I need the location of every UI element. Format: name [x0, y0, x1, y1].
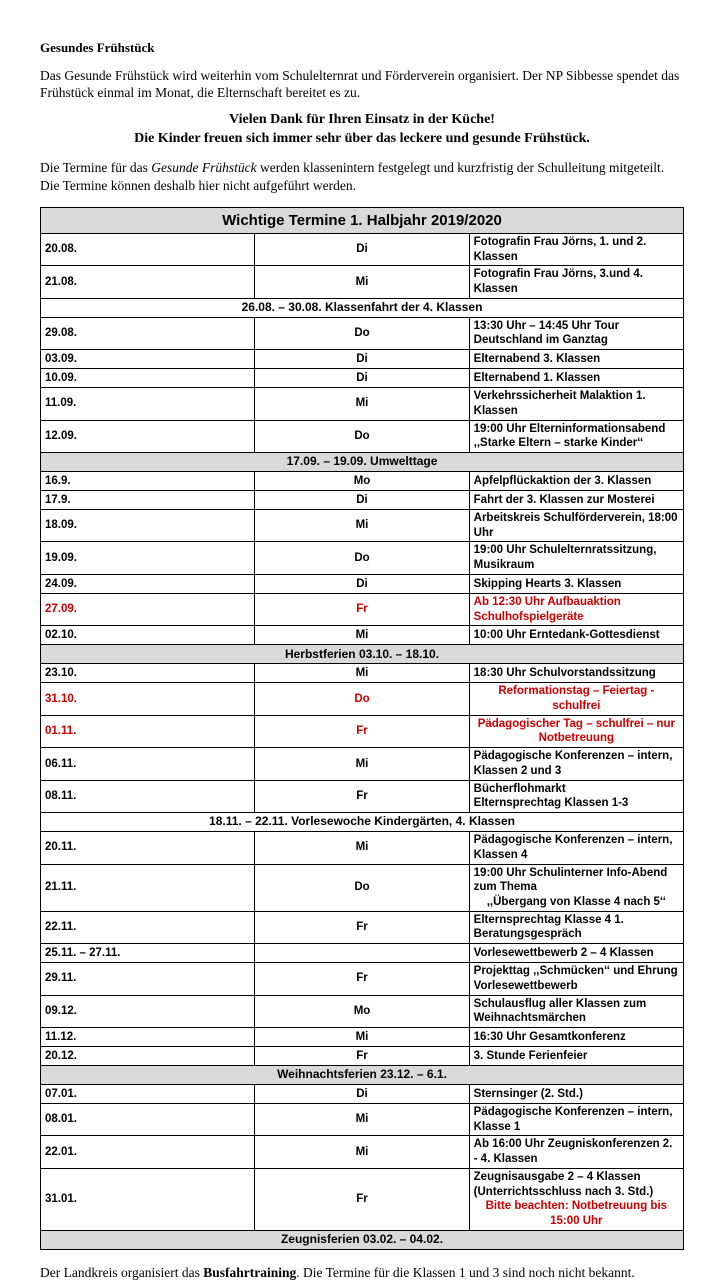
table-cell-text: Elternsprechtag Klasse 4 1. Beratungsgespräch — [469, 911, 683, 943]
table-row — [41, 1046, 684, 1065]
table-section-row — [41, 298, 684, 317]
table-cell-day: Di — [255, 1084, 469, 1103]
table-cell-text: Apfelpflückaktion der 3. Klassen — [469, 472, 683, 491]
table-cell-date: 06.11. — [41, 748, 255, 780]
table-cell-day: Fr — [255, 1168, 469, 1230]
table-cell-text: Verkehrssicherheit Malaktion 1. Klassen — [469, 388, 683, 420]
table-cell-date: 21.11. — [41, 864, 255, 911]
table-row — [41, 1103, 684, 1135]
table-section-row — [41, 1230, 684, 1249]
table-section-label: Herbstferien 03.10. – 18.10. — [41, 645, 684, 664]
table-title-row — [41, 207, 684, 233]
table-cell-text: 19:00 Uhr Schulelternratssitzung, Musikraum — [469, 542, 683, 574]
table-cell-date: 07.01. — [41, 1084, 255, 1103]
table-row — [41, 683, 684, 715]
dates-paragraph-italic: Gesunde Frühstück — [151, 160, 257, 175]
table-row — [41, 420, 684, 452]
table-section-label: Weihnachtsferien 23.12. – 6.1. — [41, 1065, 684, 1084]
table-cell-day: Do — [255, 864, 469, 911]
table-cell-text: 16:30 Uhr Gesamtkonferenz — [469, 1027, 683, 1046]
table-cell-text: Fahrt der 3. Klassen zur Mosterei — [469, 491, 683, 510]
table-cell-text: Ab 16:00 Uhr Zeugniskonferenzen 2. - 4. Klassen — [469, 1136, 683, 1168]
table-row — [41, 350, 684, 369]
table-cell-date: 22.01. — [41, 1136, 255, 1168]
table-cell-text: Pädagogische Konferenzen – intern, Klassen 4 — [469, 832, 683, 864]
table-section-label: 17.09. – 19.09. Umwelttage — [41, 453, 684, 472]
table-cell-date: 03.09. — [41, 350, 255, 369]
termine-table-body — [41, 207, 684, 1249]
table-cell-date: 08.11. — [41, 780, 255, 812]
table-row — [41, 542, 684, 574]
dates-paragraph-part1: Die Termine für das — [40, 160, 152, 175]
table-cell-date: 24.09. — [41, 574, 255, 593]
table-cell-date: 11.12. — [41, 1027, 255, 1046]
table-row — [41, 944, 684, 963]
table-cell-text: 10:00 Uhr Erntedank-Gottesdienst — [469, 626, 683, 645]
table-cell-text-line: Zeugnisausgabe 2 – 4 Klassen (Unterrichtsschluss nach 3. Std.) — [473, 1170, 654, 1198]
table-cell-text — [469, 864, 683, 911]
table-cell-date: 09.12. — [41, 995, 255, 1027]
table-cell-text: Fotografin Frau Jörns, 3.und 4. Klassen — [469, 266, 683, 298]
table-row — [41, 472, 684, 491]
table-cell-text: Schulausflug aller Klassen zum Weihnachtsmärchen — [469, 995, 683, 1027]
table-cell-date: 12.09. — [41, 420, 255, 452]
table-row — [41, 911, 684, 943]
table-cell-day: Do — [255, 317, 469, 349]
table-cell-date: 20.08. — [41, 233, 255, 265]
table-cell-text-line: Elternsprechtag Klassen 1-3 — [473, 797, 629, 810]
dates-paragraph-part2: werden klassenintern festgelegt und kurzfristig der Schulleitung mitgeteilt. Die Termine können deshalb hier nicht aufgeführt werden. — [40, 160, 665, 193]
table-section-label: 18.11. – 22.11. Vorlesewoche Kindergärten, 4. Klassen — [41, 813, 684, 832]
table-cell-day: Di — [255, 491, 469, 510]
table-cell-date: 29.11. — [41, 963, 255, 995]
table-cell-text: 19:00 Uhr Elterninformationsabend ,,Starke Eltern – starke Kinder‘‘ — [469, 420, 683, 452]
table-row — [41, 1084, 684, 1103]
table-cell-day: Mi — [255, 266, 469, 298]
table-cell-text-line: Bitte beachten: Notbetreuung bis 15:00 Uhr — [485, 1200, 668, 1227]
table-row — [41, 1168, 684, 1230]
table-cell-date: 17.9. — [41, 491, 255, 510]
table-cell-day: Do — [255, 683, 469, 715]
table-cell-date: 20.12. — [41, 1046, 255, 1065]
table-row — [41, 369, 684, 388]
intro-paragraph: Das Gesunde Frühstück wird weiterhin vom Schulelternrat und Förderverein organisiert. Der NP Sibbesse spendet das Frühstück einmal im Monat, die Elternschaft bereitet es zu. — [40, 67, 680, 101]
table-cell-day: Fr — [255, 1046, 469, 1065]
table-cell-day: Fr — [255, 911, 469, 943]
table-cell-text-line: Bücherflohmarkt — [473, 782, 566, 795]
table-cell-date: 22.11. — [41, 911, 255, 943]
table-row — [41, 574, 684, 593]
table-cell-text: Projekttag ,,Schmücken‘‘ und Ehrung Vorlesewettbewerb — [469, 963, 683, 995]
table-row — [41, 832, 684, 864]
table-cell-date: 23.10. — [41, 664, 255, 683]
table-cell-date: 29.08. — [41, 317, 255, 349]
table-cell-text: Skipping Hearts 3. Klassen — [469, 574, 683, 593]
footer-part1: Der Landkreis organisiert das — [40, 1264, 204, 1280]
table-section-row — [41, 453, 684, 472]
table-row — [41, 388, 684, 420]
table-section-label: Zeugnisferien 03.02. – 04.02. — [41, 1230, 684, 1249]
table-cell-day: Di — [255, 233, 469, 265]
table-cell-text: 13:30 Uhr – 14:45 Uhr Tour Deutschland im Ganztag — [469, 317, 683, 349]
table-cell-date: 31.10. — [41, 683, 255, 715]
table-section-row — [41, 1065, 684, 1084]
table-cell-day: Mi — [255, 510, 469, 542]
page-title: Gesundes Frühstück — [40, 40, 155, 55]
table-title: Wichtige Termine 1. Halbjahr 2019/2020 — [41, 207, 684, 233]
table-cell-day: Mi — [255, 832, 469, 864]
table-cell-day: Di — [255, 350, 469, 369]
thanks-line-2: Die Kinder freuen sich immer sehr über das leckere und gesunde Frühstück. — [134, 131, 590, 147]
table-cell-text: Pädagogischer Tag – schulfrei – nur Notbetreuung — [469, 715, 683, 747]
table-row — [41, 864, 684, 911]
table-cell-date: 20.11. — [41, 832, 255, 864]
table-row — [41, 510, 684, 542]
table-cell-day: Di — [255, 369, 469, 388]
table-cell-text: Arbeitskreis Schulförderverein, 18:00 Uhr — [469, 510, 683, 542]
table-cell-date: 02.10. — [41, 626, 255, 645]
table-cell-day: Fr — [255, 780, 469, 812]
table-row — [41, 266, 684, 298]
footer-bold: Busfahrtraining — [203, 1264, 297, 1280]
thanks-line-1: Vielen Dank für Ihren Einsatz in der Küche! — [229, 112, 495, 128]
table-cell-day: Mi — [255, 626, 469, 645]
table-section-label: 26.08. – 30.08. Klassenfahrt der 4. Klassen — [41, 298, 684, 317]
table-cell-text: Sternsinger (2. Std.) — [469, 1084, 683, 1103]
table-cell-day: Mi — [255, 748, 469, 780]
table-cell-day: Do — [255, 542, 469, 574]
termine-table — [40, 207, 684, 1250]
table-cell-day: Mi — [255, 1136, 469, 1168]
table-cell-date: 11.09. — [41, 388, 255, 420]
footer-part2: . Die Termine für die Klassen 1 und 3 sind noch nicht bekannt. — [296, 1264, 635, 1280]
table-cell-date: 27.09. — [41, 593, 255, 625]
table-cell-date: 16.9. — [41, 472, 255, 491]
table-cell-day: Mi — [255, 388, 469, 420]
table-cell-day: Fr — [255, 963, 469, 995]
table-cell-date: 01.11. — [41, 715, 255, 747]
table-row — [41, 626, 684, 645]
table-cell-text: Ab 12:30 Uhr Aufbauaktion Schulhofspielgeräte — [469, 593, 683, 625]
table-row — [41, 664, 684, 683]
table-cell-day: Fr — [255, 593, 469, 625]
table-cell-day: Mi — [255, 1103, 469, 1135]
table-cell-text-line: 19:00 Uhr Schulinterner Info-Abend zum Thema — [473, 866, 668, 894]
table-cell-text: Elternabend 3. Klassen — [469, 350, 683, 369]
table-cell-day: Do — [255, 420, 469, 452]
table-row — [41, 233, 684, 265]
table-cell-day: Di — [255, 574, 469, 593]
table-cell-date: 19.09. — [41, 542, 255, 574]
table-cell-date: 18.09. — [41, 510, 255, 542]
table-row — [41, 1136, 684, 1168]
table-cell-text: 18:30 Uhr Schulvorstandssitzung — [469, 664, 683, 683]
table-cell-date: 21.08. — [41, 266, 255, 298]
table-row — [41, 780, 684, 812]
table-cell-text: Pädagogische Konferenzen – intern, Klassen 2 und 3 — [469, 748, 683, 780]
table-cell-date: 10.09. — [41, 369, 255, 388]
table-row — [41, 995, 684, 1027]
dates-paragraph — [40, 159, 684, 195]
table-row — [41, 491, 684, 510]
table-cell-day — [255, 944, 469, 963]
table-row — [41, 748, 684, 780]
table-cell-text: Elternabend 1. Klassen — [469, 369, 683, 388]
table-cell-day: Mi — [255, 664, 469, 683]
table-cell-text-line: ,,Übergang von Klasse 4 nach 5‘‘ — [486, 895, 666, 908]
table-row — [41, 593, 684, 625]
table-cell-text: Vorlesewettbewerb 2 – 4 Klassen — [469, 944, 683, 963]
table-row — [41, 715, 684, 747]
table-cell-date: 31.01. — [41, 1168, 255, 1230]
table-cell-text: Pädagogische Konferenzen – intern, Klasse 1 — [469, 1103, 683, 1135]
table-section-row — [41, 645, 684, 664]
table-cell-text: Fotografin Frau Jörns, 1. und 2. Klassen — [469, 233, 683, 265]
table-cell-text: Reformationstag – Feiertag - schulfrei — [469, 683, 683, 715]
table-cell-day: Mo — [255, 995, 469, 1027]
table-cell-date: 08.01. — [41, 1103, 255, 1135]
table-cell-day: Fr — [255, 715, 469, 747]
table-cell-text — [469, 780, 683, 812]
table-cell-text — [469, 1168, 683, 1230]
table-row — [41, 317, 684, 349]
document-content — [40, 40, 684, 1282]
table-section-row — [41, 813, 684, 832]
table-cell-day: Mi — [255, 1027, 469, 1046]
table-row — [41, 1027, 684, 1046]
footer-paragraph — [40, 1264, 684, 1282]
table-cell-text: 3. Stunde Ferienfeier — [469, 1046, 683, 1065]
table-cell-day: Mo — [255, 472, 469, 491]
table-cell-date: 25.11. – 27.11. — [41, 944, 255, 963]
table-row — [41, 963, 684, 995]
